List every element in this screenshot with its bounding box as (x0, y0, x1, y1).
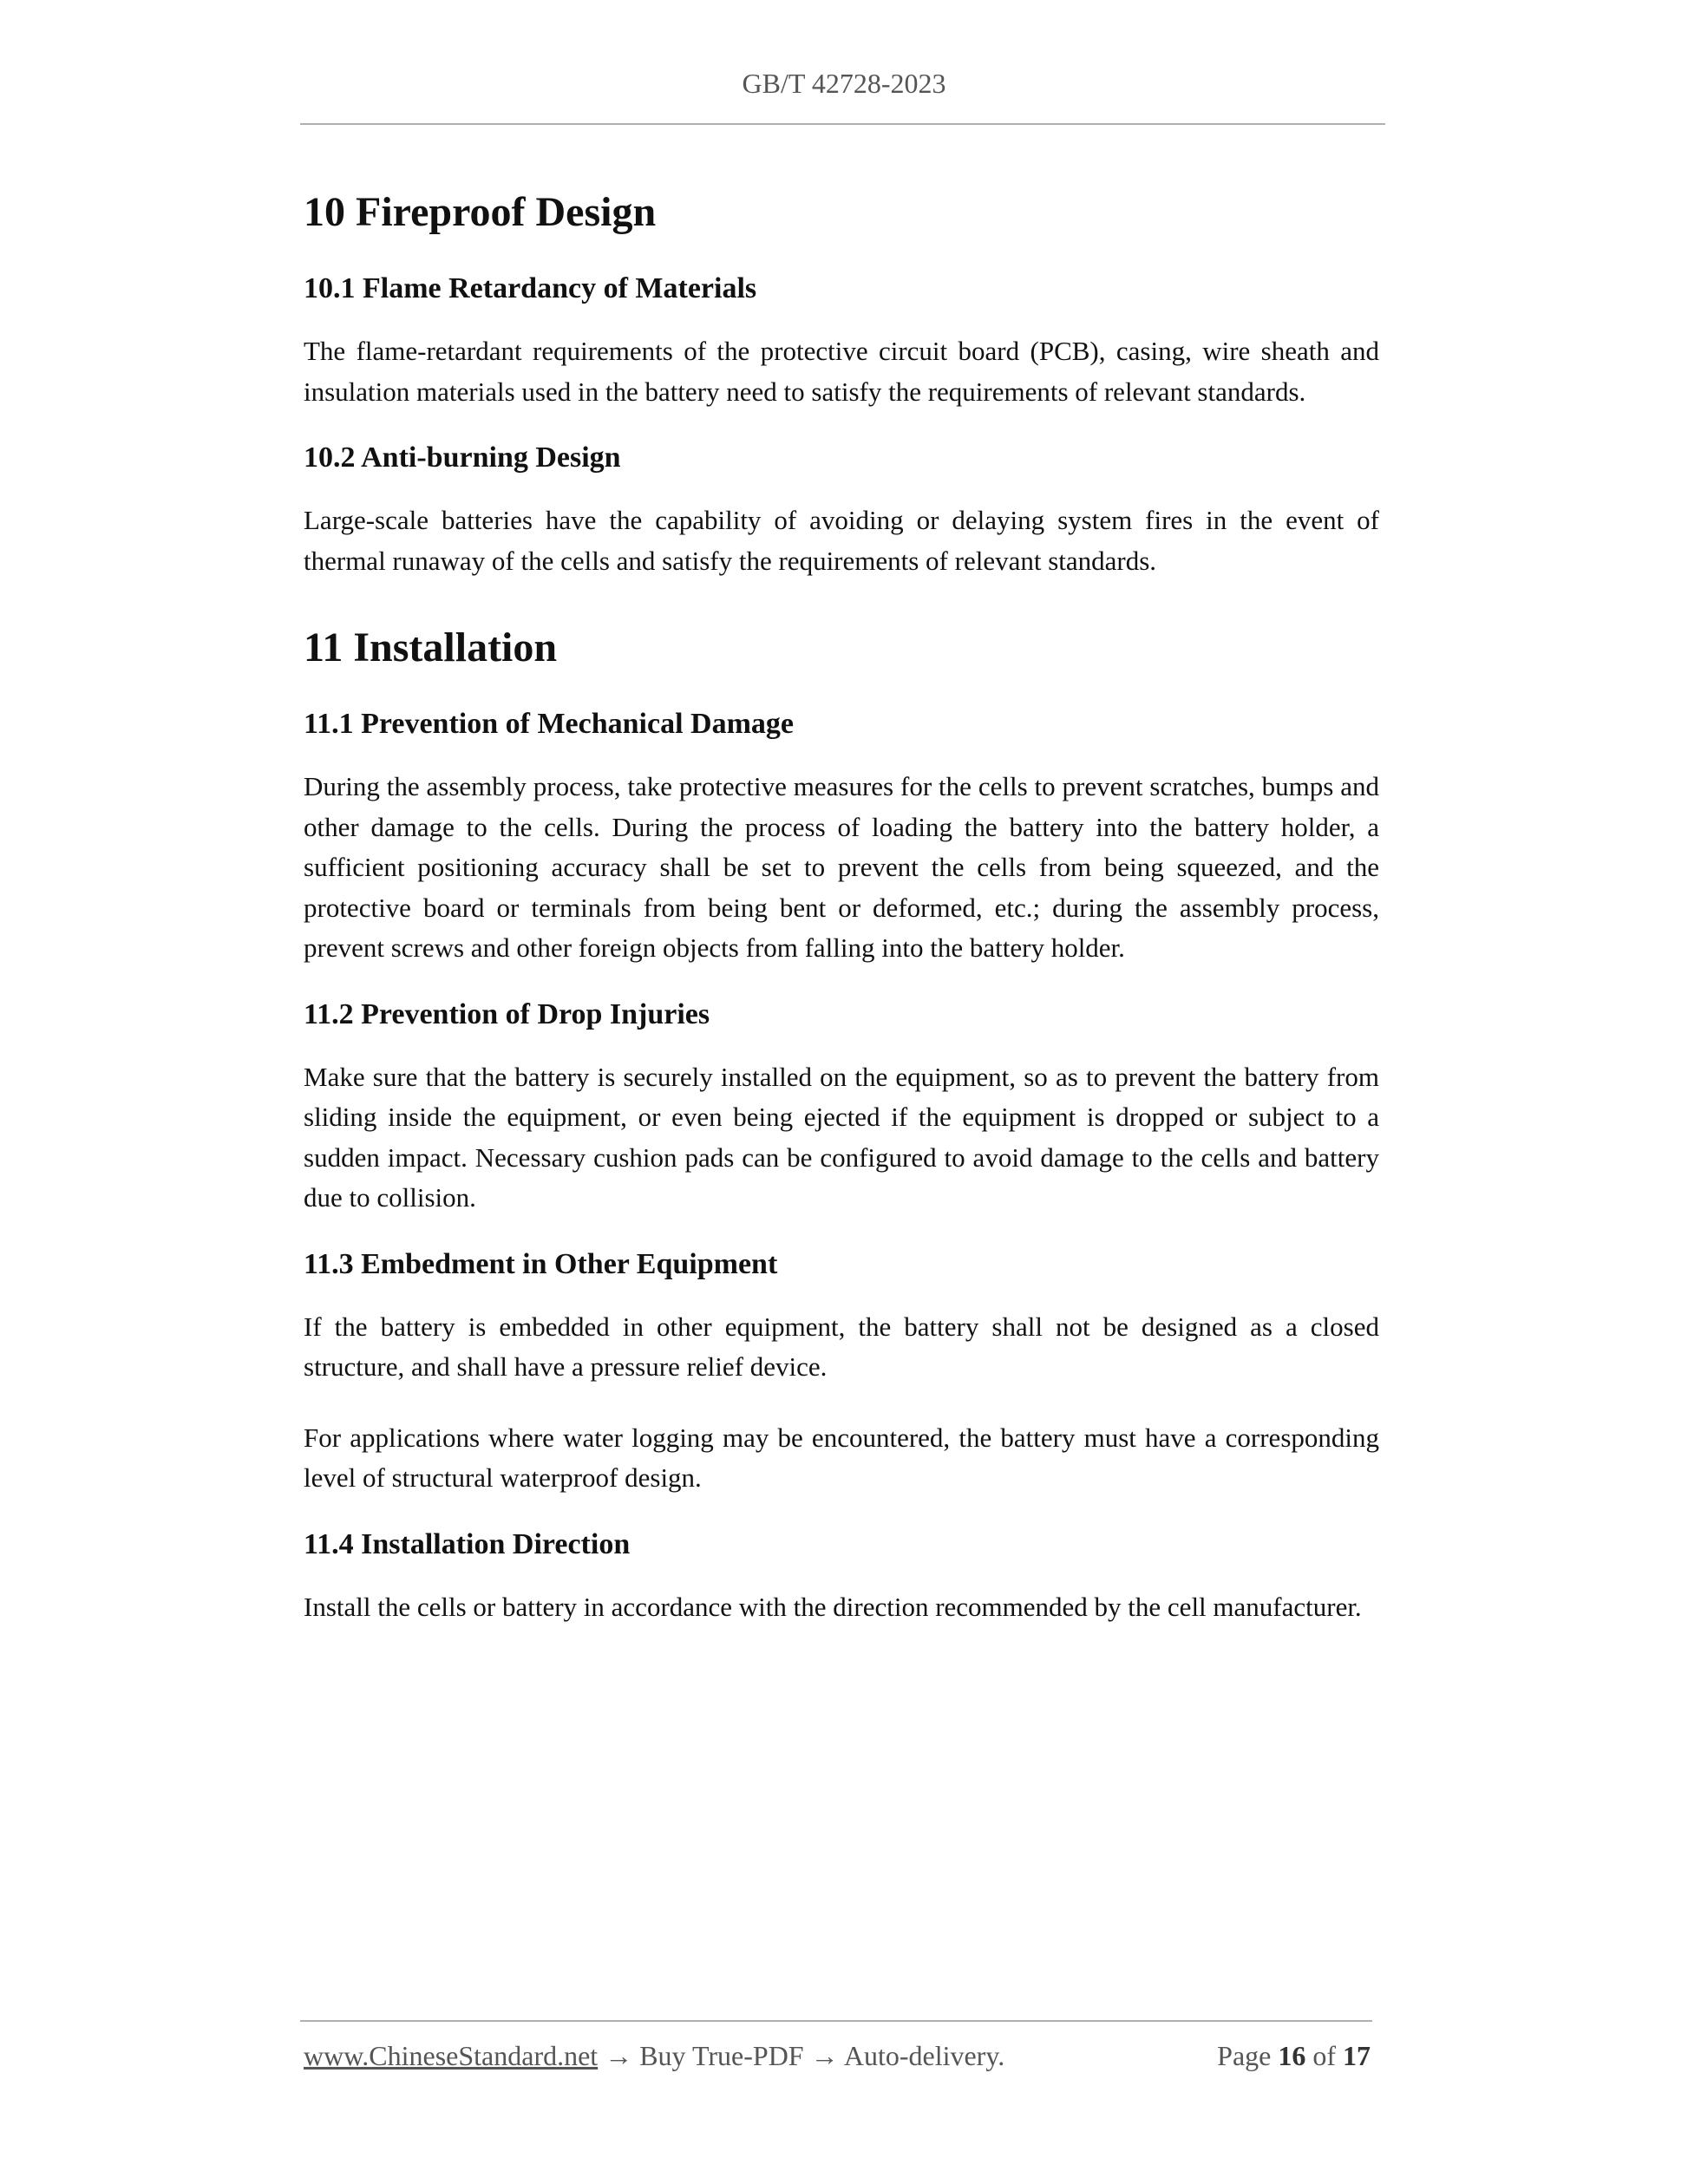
document-body (304, 182, 1379, 1627)
page-indicator (1217, 2040, 1371, 2072)
section-10-1-paragraph: The flame-retardant requirements of the protective circuit board (PCB), casing, wire sheath and insulation materials used in the battery need to satisfy the requirements of relevant standards. (304, 336, 1379, 407)
section-10-2-title: 10.2 Anti-burning Design (304, 441, 621, 474)
footer-promo (304, 2040, 1004, 2072)
section-11-2-title: 11.2 Prevention of Drop Injuries (304, 997, 710, 1030)
page-header: GB/T 42728-2023 (742, 68, 946, 99)
of-word: of (1312, 2040, 1336, 2071)
current-page-number: 16 (1278, 2040, 1306, 2071)
section-11-2-paragraph: Make sure that the battery is securely installed on the equipment, so as to prevent the battery from sliding inside the equipment, or even being ejected if the equipment is dropped or subject to a sudden impact. Necessary cushion pads can be configured to avoid damage to the cells and battery due to collision. (304, 1061, 1379, 1213)
section-11-3-paragraph-1: If the battery is embedded in other equipment, the battery shall not be designed as a closed structure, and shall have a pressure relief device. (304, 1311, 1379, 1382)
section-10-2-paragraph: Large-scale batteries have the capability of avoiding or delaying system fires in the event of thermal runaway of the cells and satisfy the requirements of relevant standards. (304, 505, 1379, 576)
header-divider (300, 123, 1385, 125)
section-11-4-title: 11.4 Installation Direction (304, 1527, 631, 1560)
section-11-3-title: 11.3 Embedment in Other Equipment (304, 1247, 778, 1280)
total-page-count: 17 (1343, 2040, 1371, 2071)
website-link[interactable]: www.ChineseStandard.net (304, 2040, 599, 2071)
footer-promo-text: → Buy True-PDF → Auto-delivery. (598, 2040, 1005, 2071)
section-11-title: 11 Installation (304, 624, 558, 670)
section-11-3-paragraph-2: For applications where water logging may be encountered, the battery must have a corresponding level of structural waterproof design. (304, 1422, 1379, 1493)
section-11-4-paragraph: Install the cells or battery in accordance with the direction recommended by the cell manufacturer. (304, 1591, 1362, 1622)
section-11-1-paragraph: During the assembly process, take protective measures for the cells to prevent scratches, bumps and other damage to the cells. During the process of loading the battery into the battery holder, a sufficient positioning accuracy shall be set to prevent the cells from being squeezed, and the protective board or terminals from being bent or deformed, etc.; during the assembly process, prevent screws and other foreign objects from falling into the battery holder. (304, 771, 1379, 963)
footer-divider (300, 2020, 1372, 2022)
section-10-1-title: 10.1 Flame Retardancy of Materials (304, 272, 757, 304)
section-11-1-title: 11.1 Prevention of Mechanical Damage (304, 708, 795, 740)
section-10-title: 10 Fireproof Design (304, 189, 657, 235)
page-word: Page (1217, 2040, 1272, 2071)
